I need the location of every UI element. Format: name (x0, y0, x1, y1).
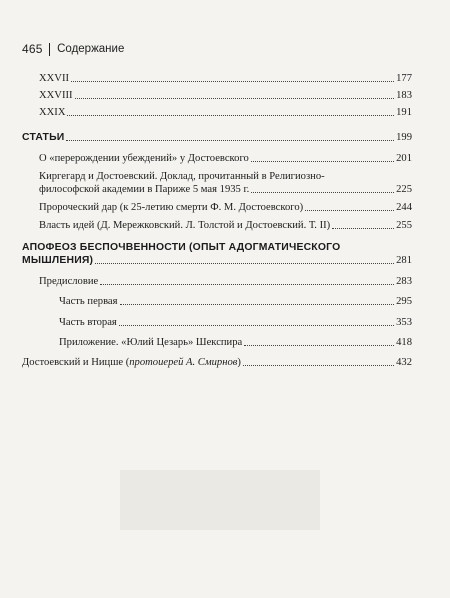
dot-leader (332, 228, 394, 229)
entry-title-main: Достоевский и Ницше ( (22, 357, 130, 368)
toc-entry (39, 152, 412, 165)
toc-entry (59, 316, 412, 329)
dot-leader (305, 210, 394, 211)
dot-leader (251, 161, 394, 162)
toc-entry (22, 356, 412, 369)
entry-title: Приложение. «Юлий Цезарь» Шекспира (59, 337, 243, 348)
dot-leader (67, 115, 394, 116)
toc-entry (39, 201, 412, 214)
toc-entry (39, 219, 412, 232)
dot-leader (75, 98, 395, 99)
running-header (22, 42, 124, 56)
section-title: СТАТЬИ (22, 132, 65, 143)
entry-second-line (39, 183, 412, 196)
entry-title-line1: Киргегард и Достоевский. Доклад, прочитанный в Религиозно- (39, 171, 325, 182)
dot-leader (71, 81, 394, 82)
entry-page: 177 (396, 73, 412, 84)
entry-page: 199 (396, 132, 412, 143)
dot-leader (251, 192, 394, 193)
entry-title-line2: философской академии в Париже 5 мая 1935 г. (39, 184, 250, 195)
entry-page: 191 (396, 107, 412, 118)
dot-leader (100, 284, 394, 285)
section-title-line2: МЫШЛЕНИЯ) (22, 255, 94, 266)
entry-title: XXVIII (39, 90, 73, 101)
section-title-line1: АПОФЕОЗ БЕСПОЧВЕННОСТИ (ОПЫТ АДОГМАТИЧЕСКОГО (22, 242, 341, 253)
entry-title: Пророческий дар (к 25-летию смерти Ф. М. Достоевского) (39, 202, 304, 213)
entry-page: 225 (396, 184, 412, 195)
entry-title: О «перерождении убеждений» у Достоевского (39, 153, 249, 164)
section-heading (22, 241, 412, 267)
dot-leader (243, 365, 394, 366)
entry-page: 418 (396, 337, 412, 348)
toc-entry (39, 106, 412, 119)
entry-page: 281 (396, 255, 412, 266)
toc-entry (39, 89, 412, 102)
section-heading (22, 131, 412, 144)
dot-leader (95, 263, 394, 264)
toc-entry (39, 275, 412, 288)
bleed-through-shadow (120, 470, 320, 530)
entry-title: Часть первая (59, 296, 118, 307)
entry-title-close: ) (237, 357, 241, 368)
toc-entry (59, 336, 412, 349)
section-second-line (22, 254, 412, 267)
entry-page: 295 (396, 296, 412, 307)
entry-page: 183 (396, 90, 412, 101)
entry-title (22, 356, 241, 369)
dot-leader (244, 345, 394, 346)
toc-entry (39, 170, 412, 196)
toc-entry (59, 295, 412, 308)
entry-page: 283 (396, 276, 412, 287)
entry-author: протоиерей А. Смирнов (129, 357, 238, 368)
entry-title: XXVII (39, 73, 70, 84)
entry-title: Предисловие (39, 276, 99, 287)
dot-leader (120, 304, 395, 305)
entry-page: 432 (396, 357, 412, 368)
entry-title: XXIX (39, 107, 66, 118)
entry-title: Часть вторая (59, 317, 117, 328)
entry-title: Власть идей (Д. Мережковский. Л. Толстой и Достоевский. Т. II) (39, 220, 331, 231)
entry-page: 353 (396, 317, 412, 328)
page-number: 465 (22, 42, 43, 56)
header-divider (49, 43, 51, 56)
toc-entry (39, 72, 412, 85)
entry-page: 201 (396, 153, 412, 164)
entry-page: 255 (396, 220, 412, 231)
dot-leader (66, 140, 394, 141)
dot-leader (119, 325, 394, 326)
entry-page: 244 (396, 202, 412, 213)
running-title: Содержание (57, 43, 125, 55)
